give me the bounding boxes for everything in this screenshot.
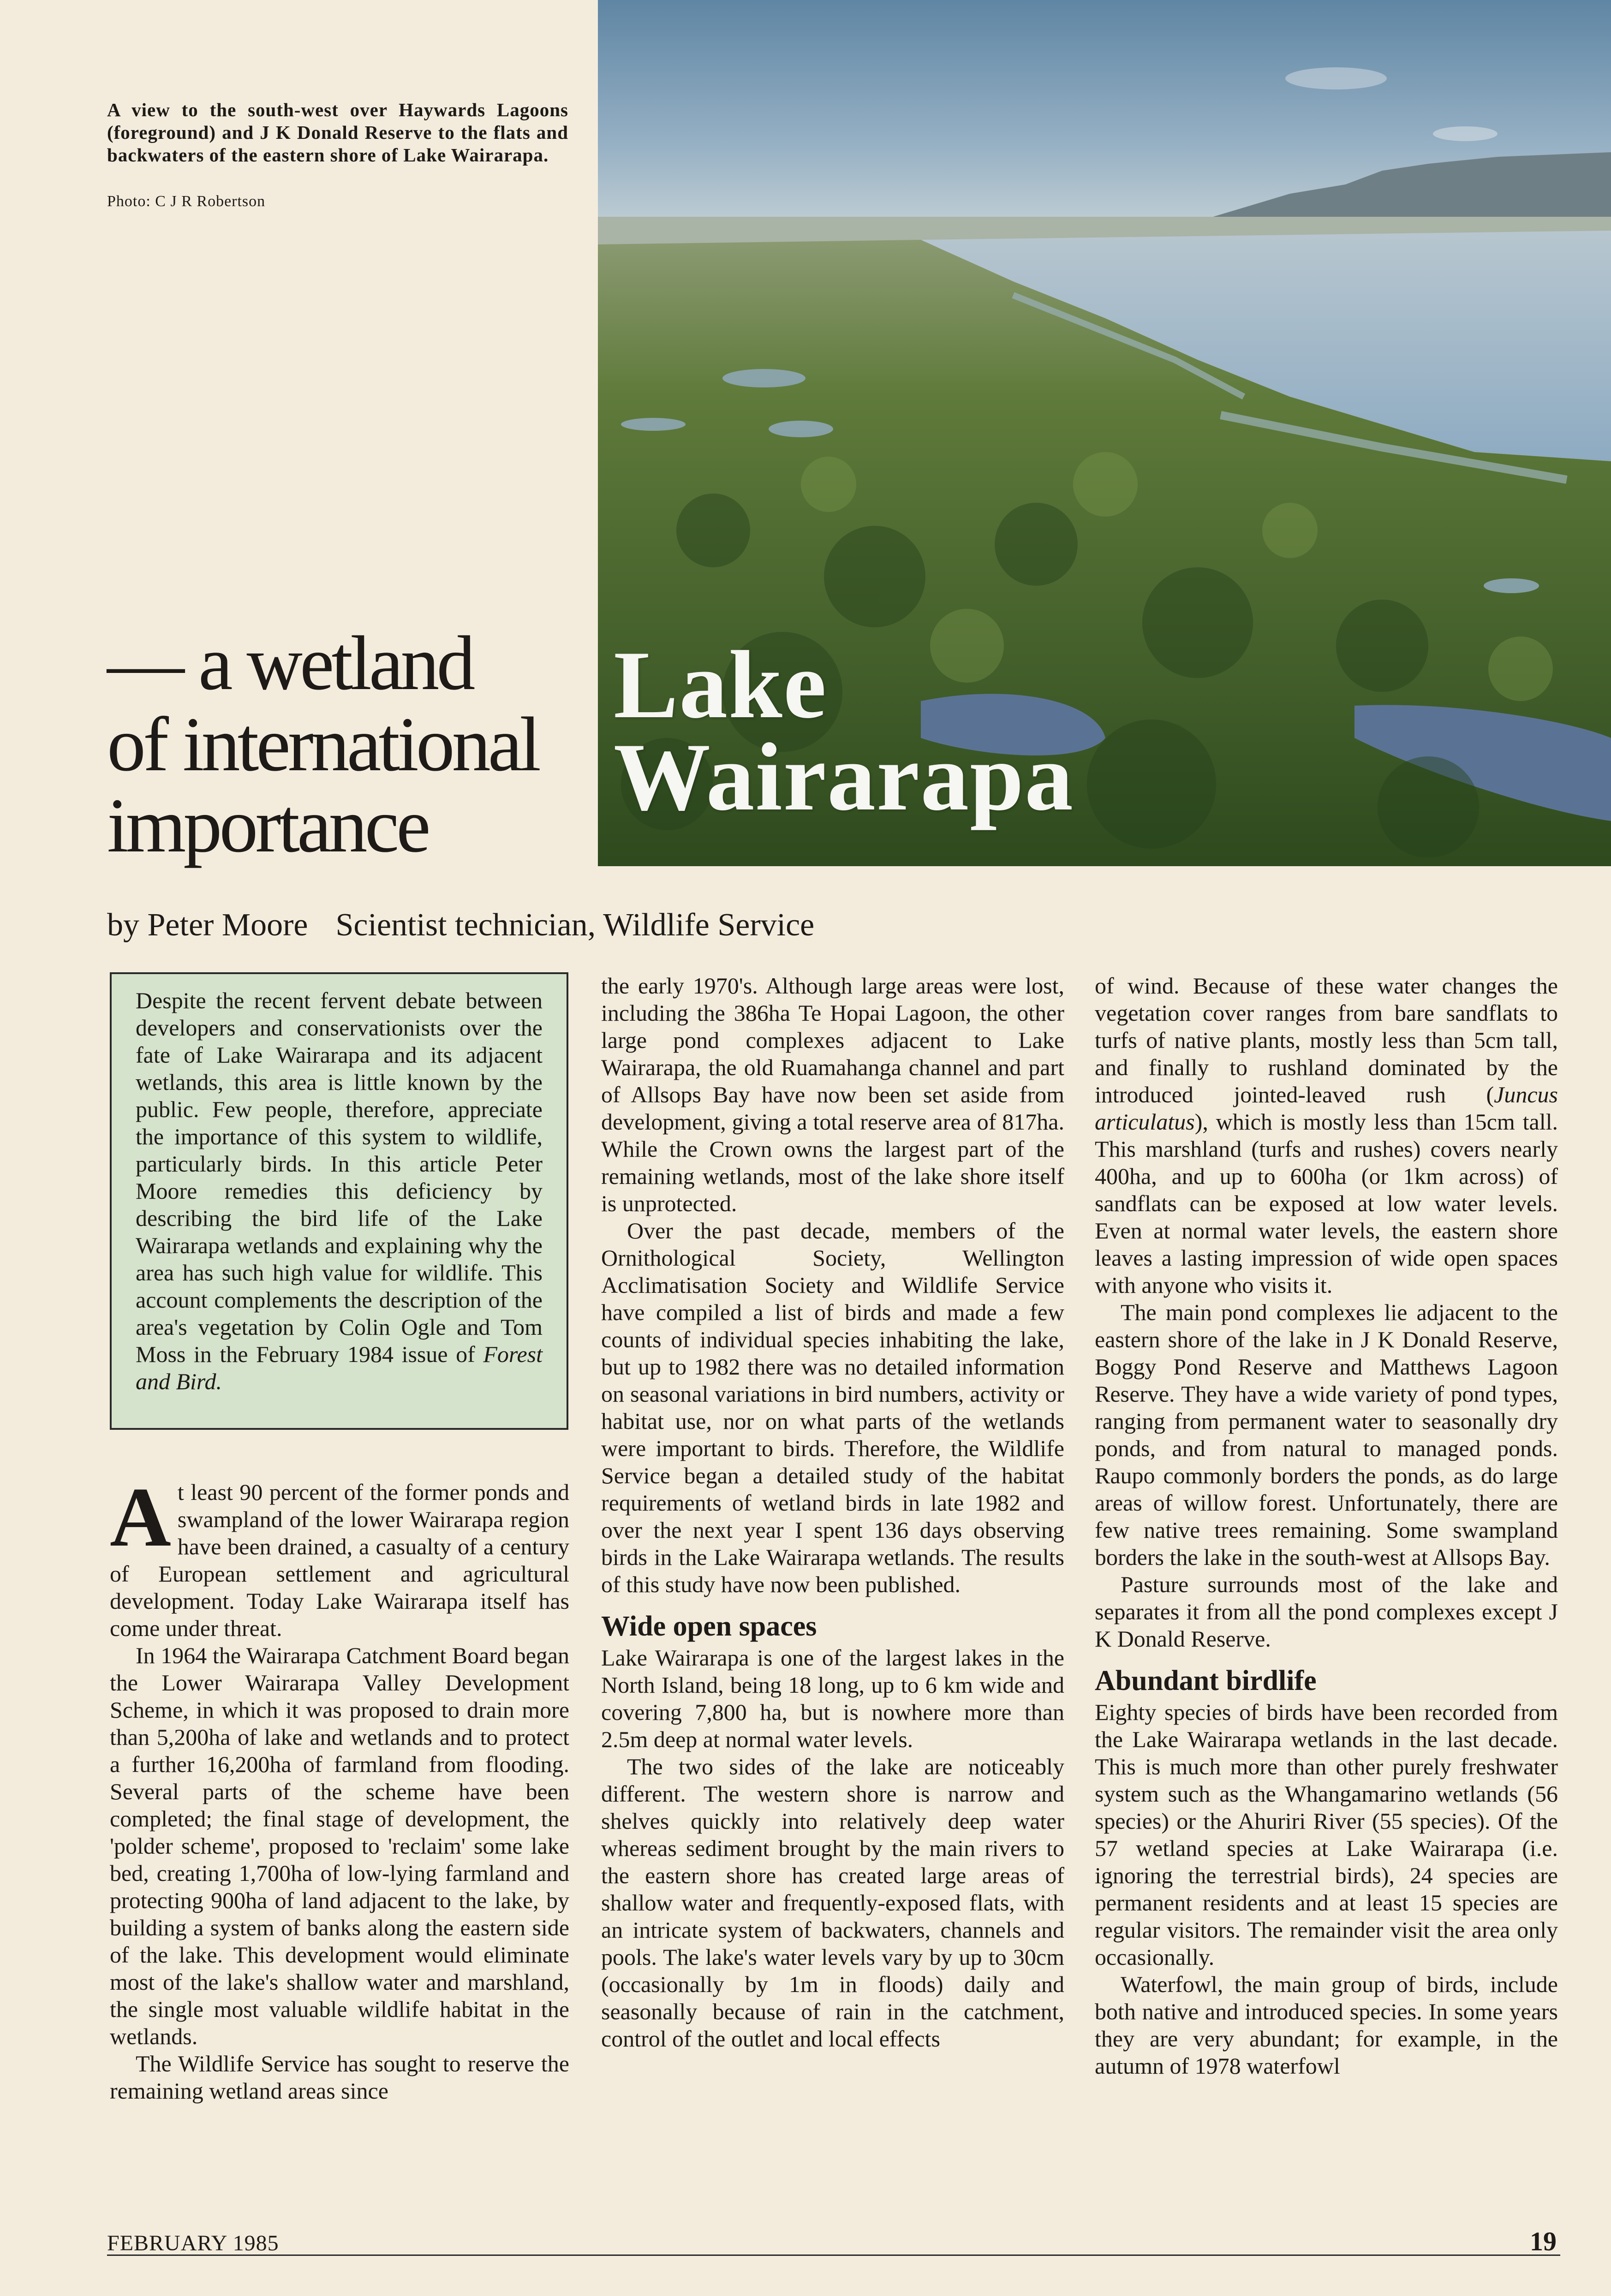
- photo-caption: A view to the south-west over Haywards Lagoons (foreground) and J K Donald Reserve to the flats and backwaters of the eastern shore of Lake Wairarapa.: [107, 99, 568, 166]
- byline: [107, 907, 842, 944]
- intro-box: [110, 972, 568, 1430]
- section-heading: Abundant birdlife: [1095, 1665, 1317, 1696]
- author-role: Scientist technician, Wildlife Service: [335, 907, 815, 943]
- issue-date: FEBRUARY 1985: [107, 2231, 279, 2255]
- paragraph: The Wildlife Service has sought to reserve the remaining wetland areas since: [110, 2051, 569, 2104]
- publication-name: Forest and Bird.: [136, 1341, 543, 1394]
- paragraph: In 1964 the Wairarapa Catchment Board began the Lower Wairarapa Valley Development Scheme, in which it was proposed to drain more than 5,200ha of lake and wetlands and to protect a further 16,200ha of farmland from flooding. Several parts of the scheme have been completed; the final stage of development, the 'polder scheme', proposed to 'reclaim' some lake bed, creating 1,700ha of low-lying farmland and protecting 900ha of land adjacent to the lake, by building a system of banks along the eastern side of the lake. This development would eliminate most of the lake's shallow water and marshland, the single most valuable wildlife habitat in the wetlands.: [110, 1642, 569, 2049]
- drop-cap: A: [110, 1470, 171, 1564]
- article-title: [614, 631, 1074, 831]
- column-2: [601, 972, 1064, 2052]
- paragraph: Over the past decade, members of the Ornithological Society, Wellington Acclimatisation Society and Wildlife Service have compiled a list of birds and made a few counts of individual species inhabiting the lake, but up to 1982 there was no detailed information on seasonal variations in bird numbers, activity or habitat use, nor on what parts of the wetlands were important to birds. Therefore, the Wildlife Service began a detailed study of the habitat requirements of wetland birds in late 1982 and over the next year I spent 136 days observing birds in the Lake Wairarapa wetlands. The results of this study have now been published.: [601, 1218, 1064, 1597]
- paragraph: the early 1970's. Although large areas were lost, including the 386ha Te Hopai Lagoon, the other large pond complexes adjacent to Lake Wairarapa, the old Ruamahanga channel and part of Allsops Bay have now been set aside from development, giving a total reserve area of 817ha. While the Crown owns the largest part of the remaining wetlands, most of the lake shore itself is unprotected.: [601, 973, 1064, 1216]
- paragraph: The two sides of the lake are noticeably different. The western shore is narrow and shelves quickly into relatively deep water whereas sediment brought by the main rivers to the eastern shore has created large areas of shallow water and frequently-exposed flats, with an intricate system of backwaters, channels and pools. The lake's water levels vary by up to 30cm (occasionally by 1m in floods) daily and seasonally because of rain in the catchment, control of the outlet and local effects: [601, 1754, 1064, 2052]
- paragraph: of wind. Because of these water changes the vegetation cover ranges from bare sandflats to turfs of native plants, mostly less than 5cm tall, and finally to rushland dominated by the introduced jointed-leaved rush (Juncus articulatus), which is mostly less than 15cm tall. This marshland (turfs and rushes) covers nearly 400ha, and up to 600ha (or 1km across) of sandflats can be exposed at low water levels. Even at normal water levels, the eastern shore leaves a lasting impression of wide open spaces with anyone who visits it.: [1095, 973, 1558, 1298]
- section-heading: Wide open spaces: [601, 1611, 817, 1642]
- paragraph: At least 90 percent of the former ponds and swampland of the lower Wairarapa region have been drained, a casualty of a century of European settlement and agricultural development. Today Lake Wairarapa itself has come under threat.: [110, 1470, 569, 1641]
- paragraph: The main pond complexes lie adjacent to the eastern shore of the lake in J K Donald Reserve, Boggy Pond Reserve and Matthews Lagoon Reserve. They have a wide variety of pond types, ranging from permanent water to seasonally dry ponds, and from natural to managed ponds. Raupo commonly borders the ponds, as do large areas of willow forest. Unfortunately, there are few native trees remaining. Some swampland borders the lake in the south-west at Allsops Bay.: [1095, 1299, 1558, 1570]
- column-1: [110, 1470, 569, 2105]
- column-3: [1095, 972, 1558, 2080]
- photo-credit: Photo: C J R Robertson: [107, 193, 266, 210]
- paragraph: Waterfowl, the main group of birds, include both native and introduced species. In some years they are very abundant; for example, in the autumn of 1978 waterfowl: [1095, 1971, 1558, 2079]
- headline-line: of international: [107, 702, 538, 787]
- headline: [107, 620, 615, 868]
- paragraph: Pasture surrounds most of the lake and separates it from all the pond complexes except J K Donald Reserve.: [1095, 1571, 1558, 1652]
- title-line: Lake: [614, 631, 828, 738]
- headline-line: — a wetland: [107, 620, 473, 706]
- title-line: Wairarapa: [614, 724, 1074, 831]
- headline-line: importance: [107, 783, 428, 868]
- paragraph: Lake Wairarapa is one of the largest lakes in the North Island, being 18 long, up to 6 km wide and covering 7,800 ha, but is nowhere more than 2.5m deep at normal water levels.: [601, 1645, 1064, 1752]
- author: by Peter Moore: [107, 907, 308, 943]
- species-name: Juncus articulatus: [1095, 1082, 1558, 1135]
- paragraph: Eighty species of birds have been recorded from the Lake Wairarapa wetlands in the last decade. This is much more than other purely freshwater system such as the Whangamarino wetlands (56 species) or the Ahuriri River (55 species). Of the 57 wetland species at Lake Wairarapa (i.e. ignoring the terrestrial birds), 24 species are permanent residents and at least 15 species are regular visitors. The remainder visit the area only occasionally.: [1095, 1699, 1558, 1970]
- intro-text: Despite the recent fervent debate between developers and conservationists over the fate of Lake Wairarapa and its adjacent wetlands, this area is little known by the public. Few people, therefore, appreciate the importance of this system to wildlife, particularly birds. In this article Peter Moore remedies this deficiency by describing the bird life of the Lake Wairarapa wetlands and explaining why the area has such high value for wildlife. This account complements the description of the area's vegetation by Colin Ogle and Tom Moss in the February 1984 issue of: [136, 987, 543, 1367]
- footer-rule: [107, 2254, 1560, 2256]
- page-number: 19: [1530, 2226, 1557, 2256]
